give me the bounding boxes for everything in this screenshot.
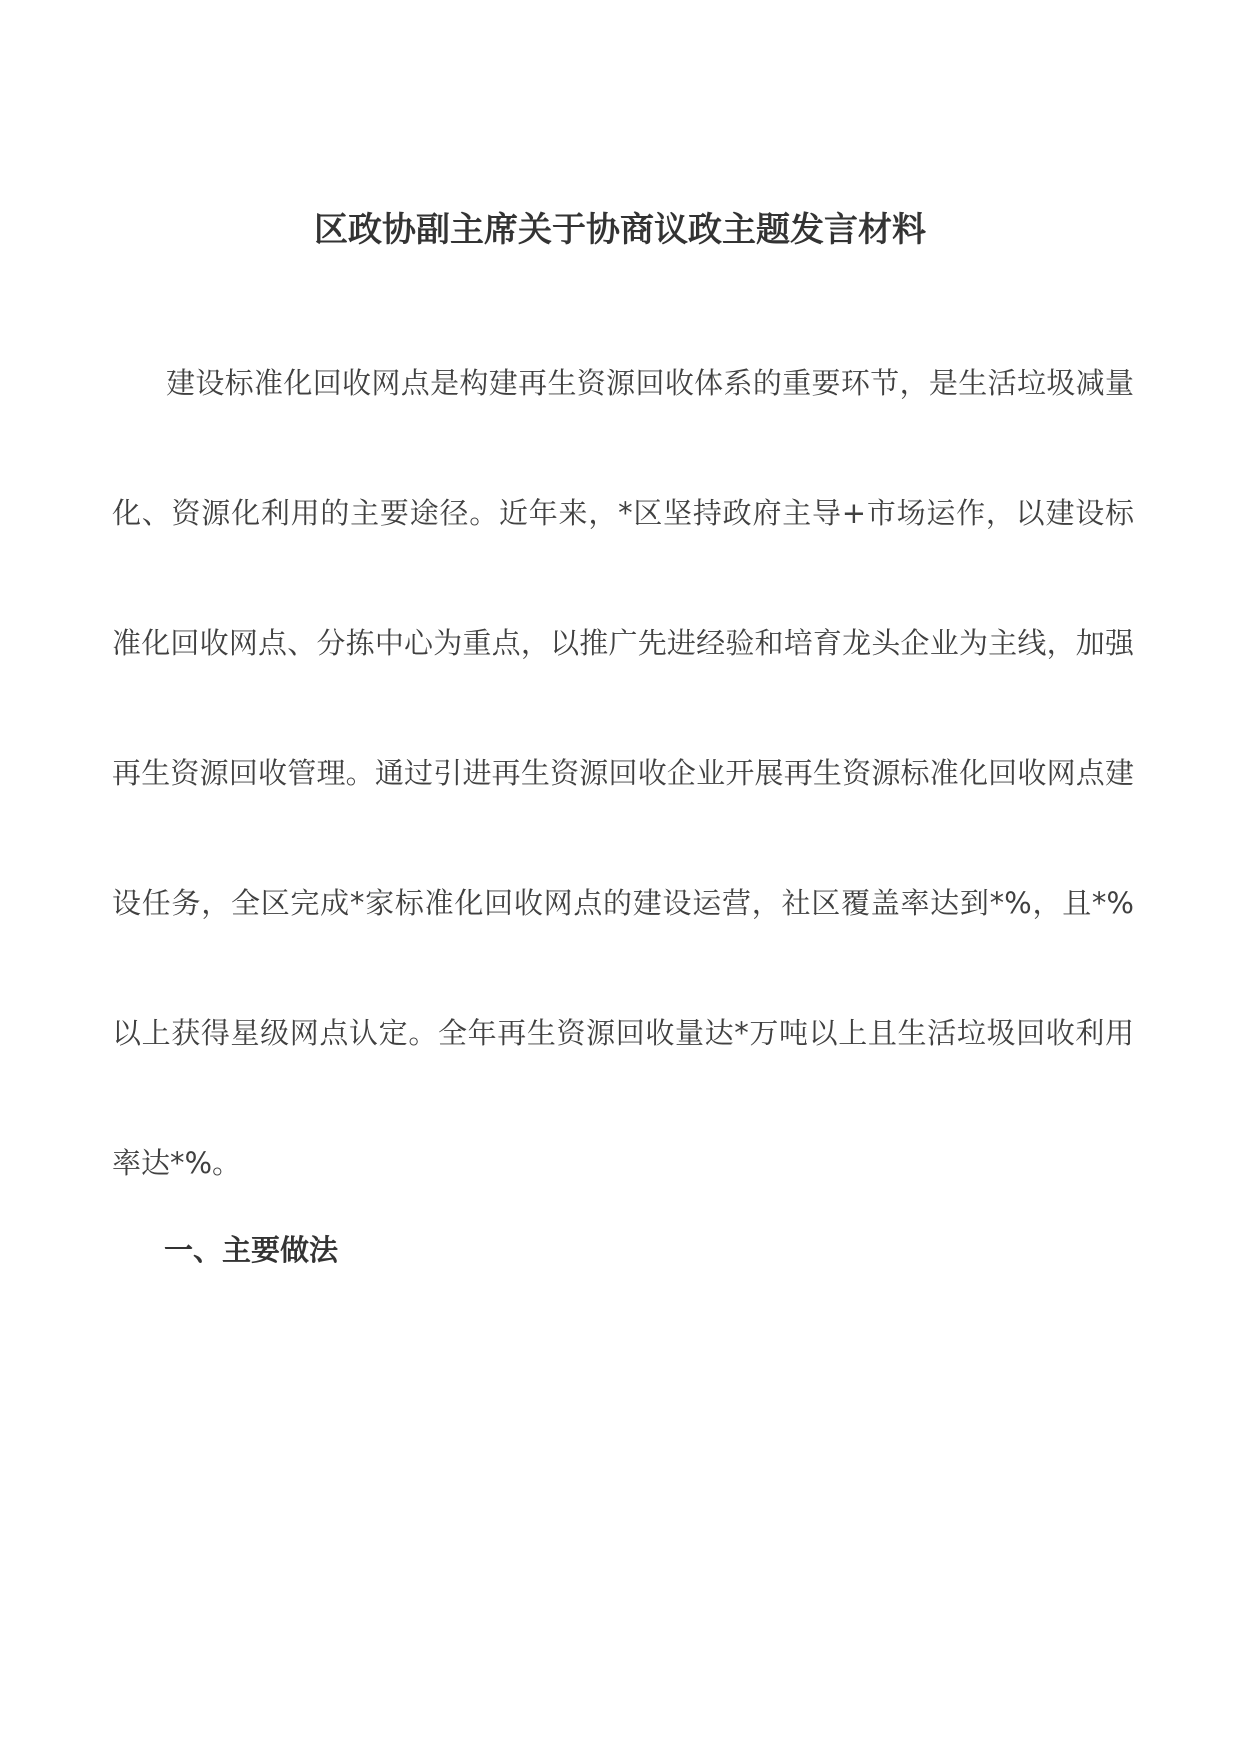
document-title: 区政协副主席关于协商议政主题发言材料: [314, 210, 926, 250]
body-paragraph: 建设标准化回收网点是构建再生资源回收体系的重要环节，是生活垃圾减量化、资源化利用的主要途径。近年来，*区坚持政府主导+市场运作，以建设标准化回收网点、分拣中心为重点，以推广先进经验和培育龙头企业为主线，加强再生资源回收管理。通过引进再生资源回收企业开展再生资源标准化回收网点建设任务，全区完成*家标准化回收网点的建设运营，社区覆盖率达到*%，且*%以上获得星级网点认定。全年再生资源回收量达*万吨以上且生活垃圾回收利用率达*%。: [112, 366, 1134, 1180]
section-heading: 一、主要做法: [164, 1233, 339, 1267]
